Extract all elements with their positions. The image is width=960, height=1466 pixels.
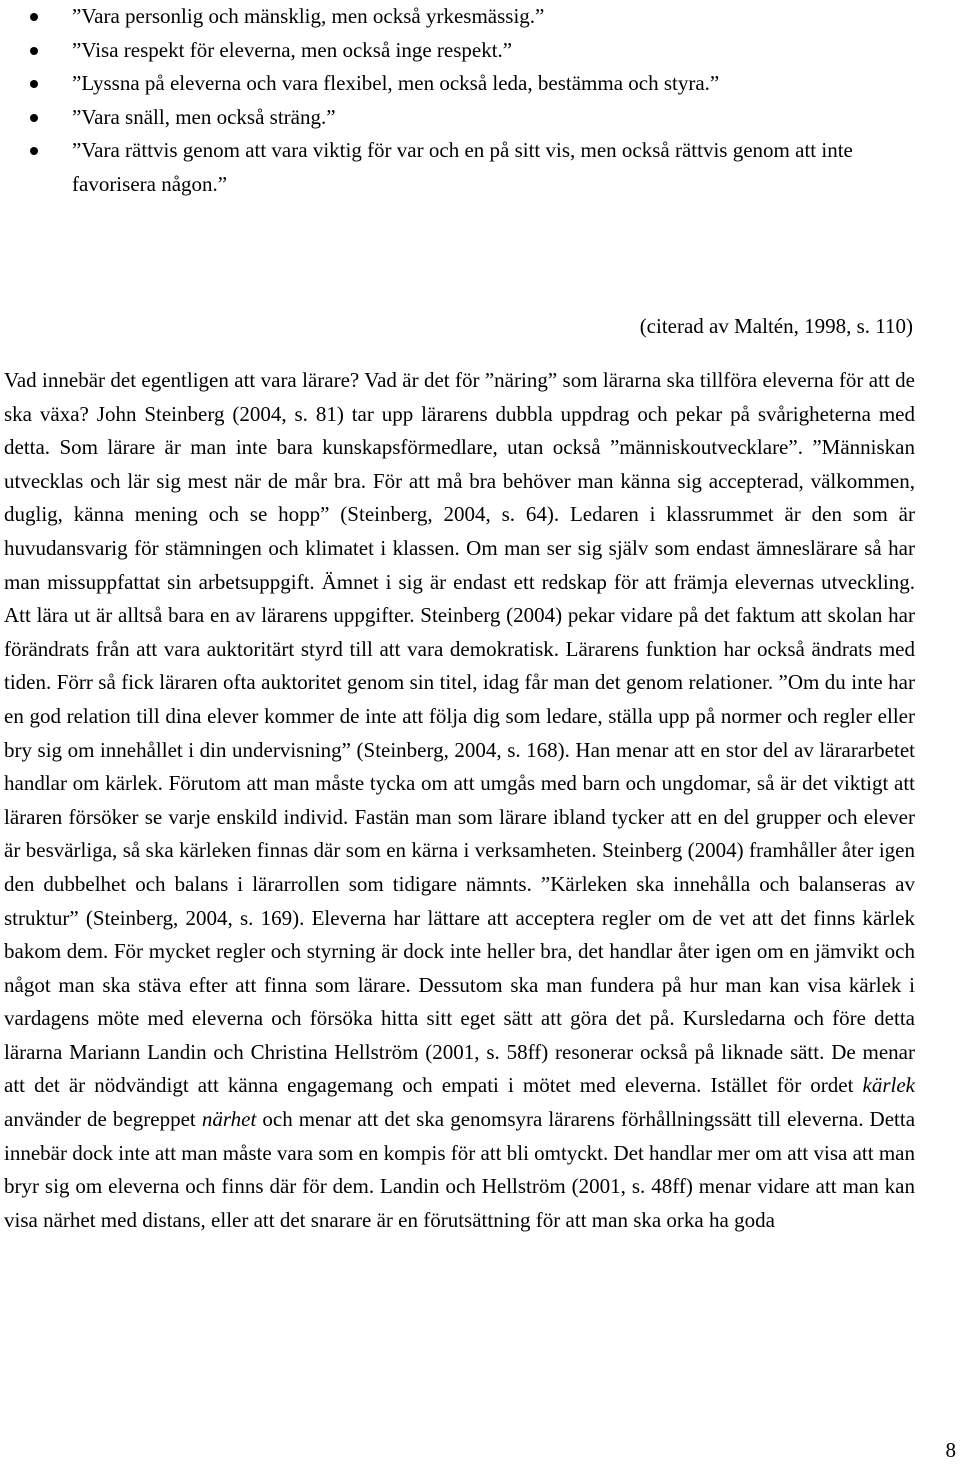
- bullet-text: ”Vara snäll, men också sträng.”: [72, 104, 336, 129]
- paragraph-text: [4, 364, 915, 1237]
- paragraph-part-1: Vad innebär det egentligen att vara lärare? Vad är det för ”näring” som lärarna ska tillföra eleverna för att de ska växa? John Steinberg (2004, s. 81) tar upp lärarens dubbla uppdrag och pekar på svårigheterna med detta. Som lärare är man inte bara kunskapsförmedlare, utan också ”människoutvecklare”. ”Människan utvecklas och lär sig mest när de mår bra. För att må bra behöver man känna sig accepterad, välkommen, duglig, känna mening och se hopp” (Steinberg, 2004, s. 64). Ledaren i klassrummet är den som är huvudansvarig för stämningen och klimatet i klassen. Om man ser sig själv som endast ämneslärare så har man missuppfattat sin arbetsuppgift. Ämnet i sig är endast ett redskap för att främja elevernas utveckling. Att lära ut är alltså bara en av lärarens uppgifter. Steinberg (2004) pekar vidare på det faktum att skolan har förändrats från att vara auktoritärt styrd till att vara demokratisk. Lärarens funktion har också ändrats med tiden. Förr så fick läraren ofta auktoritet genom sin titel, idag får man det genom relationer. ”Om du inte har en god relation till dina elever kommer de inte att följa dig som ledare, ställa upp på normer och regler eller bry sig om innehållet i din undervisning” (Steinberg, 2004, s. 168). Han menar att en stor del av lärararbetet handlar om kärlek. Förutom att man måste tycka om att umgås med barn och ungdomar, så är det viktigt att läraren försöker se varje enskild individ. Fastän man som lärare ibland tycker att en del grupper och elever är besvärliga, så ska kärleken finnas där som en kärna i verksamheten. Steinberg (2004) framhåller åter igen den dubbelhet och balans i lärarrollen som tidigare nämnts. ”Kärleken ska innehålla och balanseras av struktur” (Steinberg, 2004, s. 169). Eleverna har lättare att acceptera regler om de vet att det finns kärlek bakom dem. För mycket regler och styrning är dock inte heller bra, det handlar åter igen om en jämvikt och något man ska stäva efter att finna som lärare. Dessutom ska man fundera på hur man kan visa kärlek i vardagens möte med eleverna och försöka hitta sitt eget sätt att göra det på. Kursledarna och före detta lärarna Mariann Landin och Christina Hellström (2001, s. 58ff) resonerar också på liknade sätt. De menar att det är nödvändigt att känna engagemang och empati i mötet med eleverna. Istället för ordet: [4, 368, 915, 1098]
- body-paragraph: [4, 364, 915, 1237]
- bullet-dot-icon: [30, 47, 38, 55]
- bullet-dot-icon: [30, 13, 38, 21]
- bullet-text: ”Lyssna på eleverna och vara flexibel, men också leda, bestämma och styra.”: [72, 71, 720, 95]
- bullet-item: [0, 134, 918, 201]
- bullet-dot-icon: [30, 114, 38, 122]
- bullet-item: [0, 67, 918, 101]
- paragraph-part-3: och menar att det ska genomsyra lärarens förhållningssätt till eleverna. Detta innebär dock inte att man måste vara som en kompis för att bli omtyckt. Det handlar mer om att visa att man bryr sig om eleverna och finns där för dem. Landin och Hellström (2001, s. 48ff) menar vidare att man kan visa närhet med distans, eller att det snarare är en förutsättning för att man ska orka ha goda: [4, 1107, 916, 1232]
- bullet-text: ”Vara personlig och mänsklig, men också yrkesmässig.”: [72, 4, 545, 28]
- quote-bullet-list: [0, 0, 918, 201]
- page-number: 8: [945, 1438, 956, 1462]
- italic-term-narhet: närhet: [201, 1107, 257, 1132]
- bullet-item: [0, 101, 918, 135]
- quote-citation: (citerad av Maltén, 1998, s. 110): [639, 314, 913, 338]
- bullet-text: ”Vara rättvis genom att vara viktig för var och en på sitt vis, men också rättvis genom att inte favorisera någon.”: [72, 138, 853, 196]
- bullet-dot-icon: [30, 80, 38, 88]
- bullet-text: ”Visa respekt för eleverna, men också inge respekt.”: [72, 37, 513, 62]
- bullet-dot-icon: [30, 147, 38, 155]
- italic-term-karlek: kärlek: [862, 1073, 915, 1098]
- bullet-item: [0, 34, 918, 68]
- bullet-item: [0, 0, 918, 34]
- paragraph-part-2: använder de begreppet: [4, 1107, 196, 1132]
